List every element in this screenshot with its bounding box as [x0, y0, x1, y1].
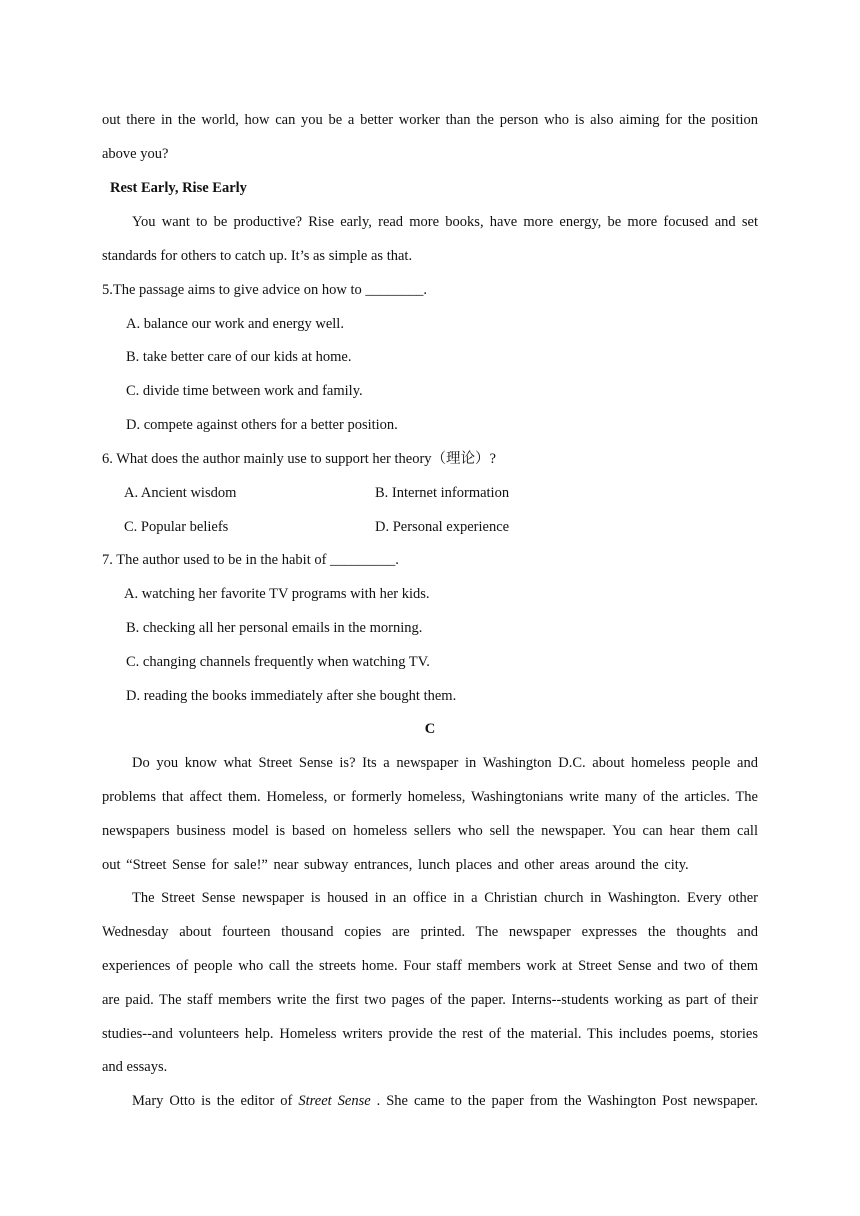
passage-c-p1-line-2: problems that affect them. Homeless, or formerly homeless, Washingtonians write many of the articles. The: [102, 789, 758, 805]
question-6-option-c: C. Popular beliefs: [124, 519, 229, 535]
intro-line-2: above you?: [102, 146, 169, 162]
section-paragraph-line-1: You want to be productive? Rise early, read more books, have more energy, be more focused and set: [132, 214, 758, 230]
passage-c-p1-line-4: out “Street Sense for sale!” near subway entrances, lunch places and other areas around the city.: [102, 857, 689, 873]
question-7-option-b: B. checking all her personal emails in the morning.: [126, 620, 423, 636]
question-6-option-a: A. Ancient wisdom: [124, 485, 237, 501]
passage-c-p2-line-4: are paid. The staff members write the first two pages of the paper. Interns--students working as part of their: [102, 992, 758, 1008]
question-7-option-c: C. changing channels frequently when watching TV.: [126, 654, 430, 670]
newspaper-title-italic: Street Sense: [298, 1093, 371, 1109]
question-5-option-b: B. take better care of our kids at home.: [126, 349, 352, 365]
question-7-option-a: A. watching her favorite TV programs with her kids.: [124, 586, 430, 602]
section-heading: Rest Early, Rise Early: [110, 180, 247, 196]
passage-c-p1-line-3: newspapers business model is based on homeless sellers who sell the newspaper. You can hear them call: [102, 823, 758, 839]
passage-c-p2-line-2: Wednesday about fourteen thousand copies are printed. The newspaper expresses the thoughts and: [102, 924, 758, 940]
section-paragraph-line-2: standards for others to catch up. It’s as simple as that.: [102, 248, 413, 264]
passage-c-p3-end: . She came to the paper from the Washington Post newspaper.: [370, 1093, 758, 1109]
question-5-option-c: C. divide time between work and family.: [126, 383, 363, 399]
passage-c-p2-line-3: experiences of people who call the streets home. Four staff members work at Street Sense and two of them: [102, 958, 758, 974]
intro-line-1: out there in the world, how can you be a better worker than the person who is also aiming for the position: [102, 112, 758, 128]
passage-c-p2-line-1: The Street Sense newspaper is housed in an office in a Christian church in Washington. Every other: [132, 890, 758, 906]
passage-c-p3-line-1: [132, 1091, 758, 1111]
passage-c-p2-line-5: studies--and volunteers help. Homeless writers provide the rest of the material. This includes poems, stories: [102, 1026, 758, 1042]
question-7-option-d: D. reading the books immediately after she bought them.: [126, 688, 457, 704]
question-6-option-b: B. Internet information: [375, 485, 510, 501]
question-5-option-d: D. compete against others for a better position.: [126, 417, 398, 433]
question-6-option-d: D. Personal experience: [375, 519, 510, 535]
passage-c-label: C: [424, 721, 436, 737]
question-5-stem: 5.The passage aims to give advice on how to ________.: [102, 282, 427, 298]
question-7-stem: 7. The author used to be in the habit of _________.: [102, 552, 399, 568]
question-5-option-a: A. balance our work and energy well.: [126, 316, 344, 332]
passage-c-p1-line-1: Do you know what Street Sense is? Its a newspaper in Washington D.C. about homeless people and: [132, 755, 758, 771]
passage-c-p3-start: Mary Otto is the editor of: [132, 1093, 299, 1109]
question-6-stem: 6. What does the author mainly use to support her theory（理论）?: [102, 451, 496, 467]
passage-c-p2-line-6: and essays.: [102, 1059, 168, 1075]
